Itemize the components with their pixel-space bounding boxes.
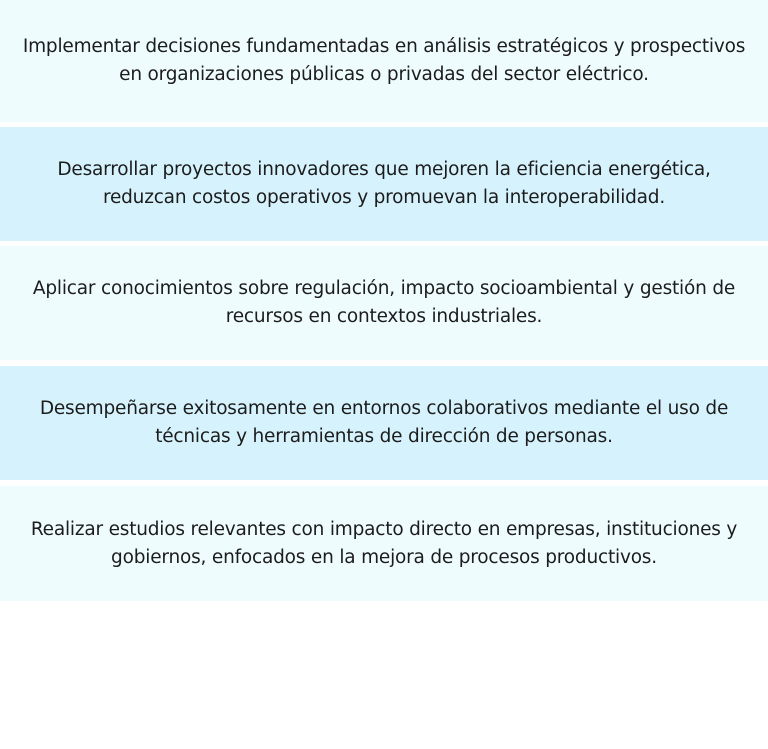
item-text-line: reduzcan costos operativos y promuevan la interoperabilidad.	[102, 187, 666, 208]
item-text	[31, 516, 737, 572]
item-text-line: técnicas y herramientas de dirección de personas.	[155, 426, 613, 447]
item-text-line: Desarrollar proyectos innovadores que mejoren la eficiencia energética,	[57, 159, 711, 180]
item-text-line: gobiernos, enfocados en la mejora de procesos productivos.	[111, 546, 657, 568]
list-item	[0, 0, 768, 122]
item-text-line: Implementar decisiones fundamentadas en análisis estratégicos y prospectivos	[22, 36, 746, 57]
list-item	[0, 127, 768, 241]
list-item	[0, 486, 768, 601]
item-text-line: Realizar estudios relevantes con impacto directo en empresas, instituciones y	[30, 518, 738, 540]
item-text-line: Desempeñarse exitosamente en entornos colaborativos mediante el uso de	[39, 398, 729, 419]
item-text-line: en organizaciones públicas o privadas del sector eléctrico.	[119, 64, 649, 85]
item-text	[40, 395, 728, 451]
item-text	[23, 33, 745, 89]
list-item	[0, 246, 768, 360]
item-text	[33, 275, 735, 331]
item-text-line: recursos en contextos industriales.	[225, 306, 543, 327]
item-text	[57, 156, 710, 212]
item-text-line: Aplicar conocimientos sobre regulación, impacto socioambiental y gestión de	[32, 278, 736, 299]
list-item	[0, 366, 768, 480]
